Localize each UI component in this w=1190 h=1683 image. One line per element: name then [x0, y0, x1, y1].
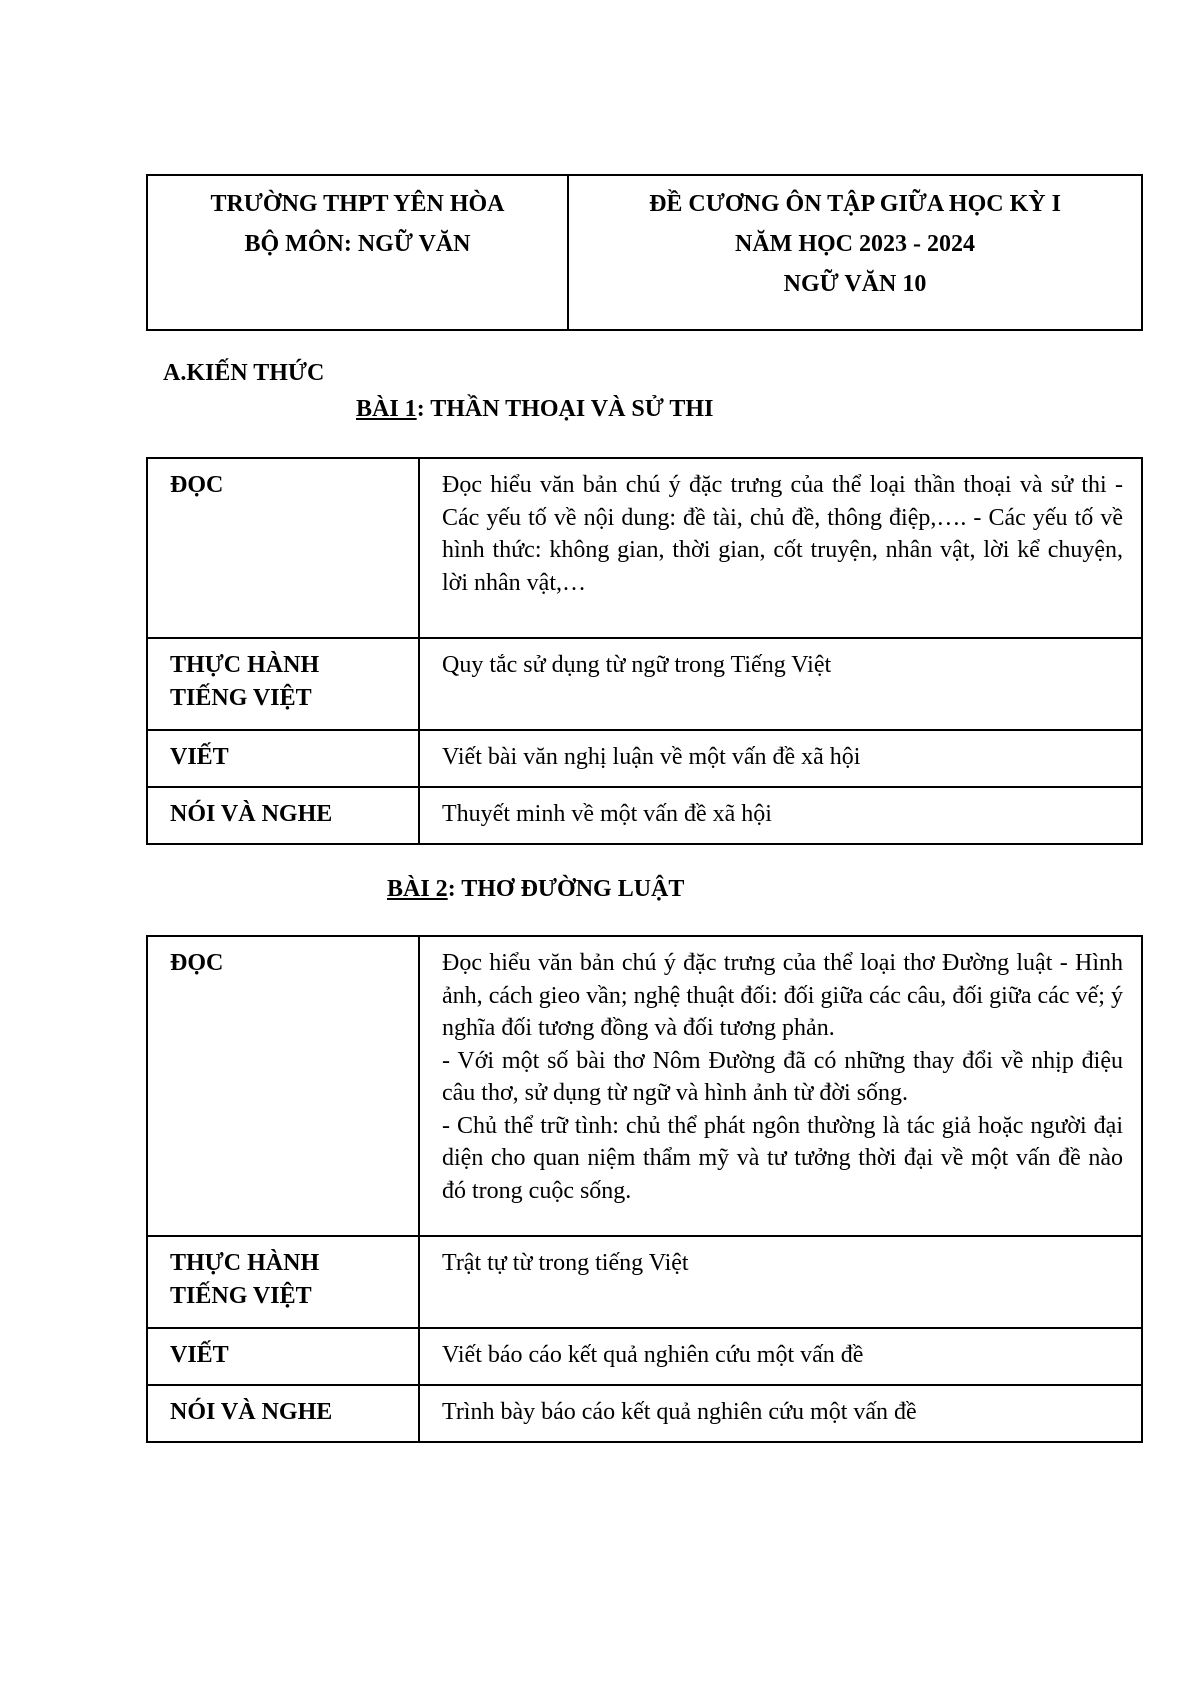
- row-content: Thuyết minh về một vấn đề xã hội: [419, 787, 1142, 844]
- row-label: VIẾT: [147, 1328, 419, 1385]
- row-content: Đọc hiểu văn bản chú ý đặc trưng của thể loại thần thoại và sử thi - Các yếu tố về nội dung: đề tài, chủ đề, thông điệp,…. - Các yếu tố về hình thức: không gian, thời gian, cốt truyện, nhân vật, lời kể chuyện, lời nhân vật,…: [419, 458, 1142, 638]
- row-label: NÓI VÀ NGHE: [147, 787, 419, 844]
- row-label: NÓI VÀ NGHE: [147, 1385, 419, 1442]
- lesson-2-number: BÀI 2: [387, 876, 448, 902]
- row-label-line: TIẾNG VIỆT: [170, 1282, 312, 1309]
- lesson-2-title: [387, 876, 684, 903]
- table-row: [147, 638, 1142, 730]
- row-content: Quy tắc sử dụng từ ngữ trong Tiếng Việt: [419, 638, 1142, 730]
- row-label: ĐỌC: [147, 936, 419, 1236]
- school-info-cell: [147, 175, 568, 330]
- document-info-cell: [568, 175, 1142, 330]
- lesson-1-name: : THẦN THOẠI VÀ SỬ THI: [416, 396, 714, 422]
- table-row: [147, 1328, 1142, 1385]
- table-row: [147, 730, 1142, 787]
- school-name: TRƯỜNG THPT YÊN HÒA: [210, 191, 505, 217]
- subject-name: NGỮ VĂN 10: [783, 271, 927, 297]
- table-row: [147, 1385, 1142, 1442]
- row-content: Trật tự từ trong tiếng Việt: [419, 1236, 1142, 1328]
- row-label-line: THỰC HÀNH: [170, 1250, 320, 1276]
- lesson-1-table: [146, 457, 1143, 845]
- row-label-line: THỰC HÀNH: [170, 652, 320, 678]
- lesson-2-table: [146, 935, 1143, 1443]
- row-label: VIẾT: [147, 730, 419, 787]
- row-label: [147, 1236, 419, 1328]
- table-row: [147, 936, 1142, 1236]
- content-paragraph: - Chủ thể trữ tình: chủ thể phát ngôn thường là tác giả hoặc người đại diện cho quan niệm thẩm mỹ và tư tưởng thời đại về một vấn đề nào đó trong cuộc sống.: [442, 1112, 1123, 1204]
- row-content: Trình bày báo cáo kết quả nghiên cứu một vấn đề: [419, 1385, 1142, 1442]
- department-name: BỘ MÔN: NGỮ VĂN: [244, 231, 471, 257]
- table-row: [147, 458, 1142, 638]
- document-title: ĐỀ CƯƠNG ÔN TẬP GIỮA HỌC KỲ I: [649, 191, 1061, 217]
- row-content: [419, 936, 1142, 1236]
- content-paragraph: Đọc hiểu văn bản chú ý đặc trưng của thể loại thơ Đường luật - Hình ảnh, cách gieo vần; nghệ thuật đối: đối giữa các câu, đối giữa các vế; ý nghĩa đối tương đồng và đối tương phản.: [442, 950, 1123, 1041]
- table-row: [147, 1236, 1142, 1328]
- row-label: ĐỌC: [147, 458, 419, 638]
- school-year: NĂM HỌC 2023 - 2024: [735, 231, 975, 257]
- table-row: [147, 787, 1142, 844]
- row-label: [147, 638, 419, 730]
- row-content: Viết báo cáo kết quả nghiên cứu một vấn đề: [419, 1328, 1142, 1385]
- row-content: Viết bài văn nghị luận về một vấn đề xã hội: [419, 730, 1142, 787]
- section-title: A.KIẾN THỨC: [163, 360, 325, 386]
- lesson-1-title: [356, 396, 713, 423]
- content-paragraph: - Với một số bài thơ Nôm Đường đã có những thay đổi về nhịp điệu câu thơ, sử dụng từ ngữ và hình ảnh từ đời sống.: [442, 1047, 1123, 1106]
- document-header: [146, 174, 1143, 331]
- lesson-1-number: BÀI 1: [356, 396, 417, 422]
- lesson-2-name: : THƠ ĐƯỜNG LUẬT: [447, 876, 685, 902]
- row-label-line: TIẾNG VIỆT: [170, 684, 312, 711]
